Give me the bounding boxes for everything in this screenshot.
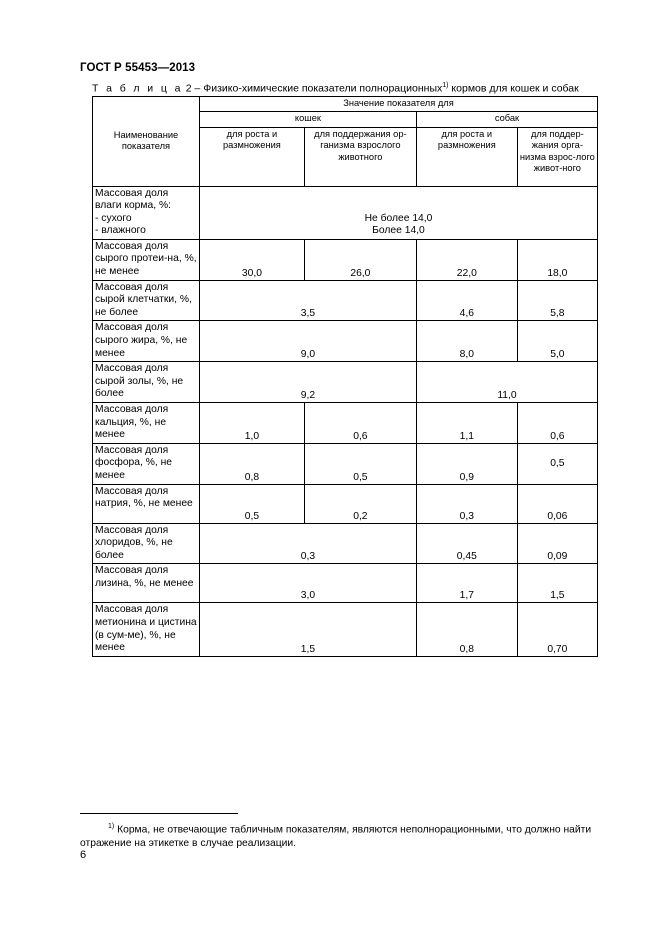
header-cats-growth: для роста и размножения	[199, 127, 304, 186]
header-name-col: Наименование показателя	[93, 97, 200, 187]
table-row	[93, 239, 598, 280]
row-name: Массовая доля метионина и цистина (в сум-ме), %, не менее	[93, 603, 200, 656]
header-cats: кошек	[199, 111, 416, 127]
footnote-mark: 1)	[108, 823, 115, 830]
cats-growth-value: 0,8	[199, 443, 304, 484]
dogs-growth-value: 4,6	[416, 280, 517, 321]
moisture-wet-value: Более 14,0	[372, 225, 425, 237]
dogs-adult-value: 5,8	[517, 280, 597, 321]
dogs-adult-value: 0,5	[517, 443, 597, 484]
footnote-divider	[80, 813, 238, 814]
dogs-growth-value: 8,0	[416, 321, 517, 362]
dogs-growth-value: 0,3	[416, 484, 517, 523]
row-name: Массовая доля лизина, %, не менее	[93, 564, 200, 603]
table-row	[93, 362, 598, 403]
page-number: 6	[80, 849, 87, 861]
cats-adult-value: 0,5	[304, 443, 416, 484]
table-row	[93, 523, 598, 564]
row-name-text: Массовая доля влаги корма, %:	[95, 187, 171, 212]
caption-label: Т а б л и ц а	[92, 82, 183, 95]
dogs-adult-value: 0,06	[517, 484, 597, 523]
indicators-table	[92, 96, 598, 657]
header-dogs: собак	[416, 111, 597, 127]
table-caption	[92, 82, 579, 95]
cats-adult-value: 0,2	[304, 484, 416, 523]
header-dogs-adult: для поддер-жания орга-низма взрос-лого живот-ного	[517, 127, 597, 186]
row-name: Массовая доля фосфора, %, не менее	[93, 443, 200, 484]
row-name: Массовая доля хлоридов, %, не более	[93, 523, 200, 564]
row-sub-wet: - влажного	[95, 225, 146, 237]
cats-adult-value: 26,0	[304, 239, 416, 280]
header-dogs-growth: для роста и размножения	[416, 127, 517, 186]
dogs-adult-value: 1,5	[517, 564, 597, 603]
table-row	[93, 403, 598, 444]
cats-value: 3,5	[199, 280, 416, 321]
moisture-values	[199, 186, 597, 239]
dogs-growth-value: 1,1	[416, 403, 517, 444]
dogs-adult-value: 5,0	[517, 321, 597, 362]
cats-value: 0,3	[199, 523, 416, 564]
moisture-dry-value: Не более 14,0	[364, 212, 433, 224]
caption-text: – Физико-химические показатели полнорационных	[194, 82, 443, 95]
row-name: Массовая доля сырого жира, %, не менее	[93, 321, 200, 362]
header-cats-adult: для поддержания ор-ганизма взрослого животного	[304, 127, 416, 186]
dogs-growth-value: 0,45	[416, 523, 517, 564]
row-name: Массовая доля сырой золы, %, не более	[93, 362, 200, 403]
table-row	[93, 564, 598, 603]
caption-text-end: кормов для кошек и собак	[451, 82, 579, 95]
dogs-growth-value: 1,7	[416, 564, 517, 603]
table-row	[93, 603, 598, 656]
cats-value: 3,0	[199, 564, 416, 603]
cats-growth-value: 1,0	[199, 403, 304, 444]
row-name: Массовая доля натрия, %, не менее	[93, 484, 200, 523]
dogs-adult-value: 0,70	[517, 603, 597, 656]
cats-value: 9,0	[199, 321, 416, 362]
caption-footnote-mark: 1)	[442, 82, 449, 89]
row-name	[93, 186, 200, 239]
cats-adult-value: 0,6	[304, 403, 416, 444]
footnote	[80, 820, 600, 851]
cats-growth-value: 30,0	[199, 239, 304, 280]
table-row	[93, 186, 598, 239]
row-name: Массовая доля кальция, %, не менее	[93, 403, 200, 444]
header-value-group: Значение показателя для	[199, 97, 597, 112]
caption-number: 2	[185, 82, 192, 95]
dogs-adult-value: 0,6	[517, 403, 597, 444]
row-name: Массовая доля сырого протеи-на, %, не менее	[93, 239, 200, 280]
dogs-value: 11,0	[416, 362, 597, 403]
cats-value: 1,5	[199, 603, 416, 656]
document-id: ГОСТ Р 55453—2013	[80, 62, 196, 74]
dogs-adult-value: 18,0	[517, 239, 597, 280]
dogs-adult-value: 0,09	[517, 523, 597, 564]
cats-growth-value: 0,5	[199, 484, 304, 523]
row-name: Массовая доля сырой клетчатки, %, не более	[93, 280, 200, 321]
table-row	[93, 280, 598, 321]
row-sub-dry: - сухого	[95, 212, 132, 224]
footnote-text: Корма, не отвечающие табличным показателям, являются неполнорационными, что должно найти отражение на этикетке в случае реализации.	[80, 824, 592, 850]
dogs-growth-value: 22,0	[416, 239, 517, 280]
table-row	[93, 443, 598, 484]
dogs-growth-value: 0,9	[416, 443, 517, 484]
table-row	[93, 321, 598, 362]
table-row	[93, 484, 598, 523]
cats-value: 9,2	[199, 362, 416, 403]
dogs-growth-value: 0,8	[416, 603, 517, 656]
